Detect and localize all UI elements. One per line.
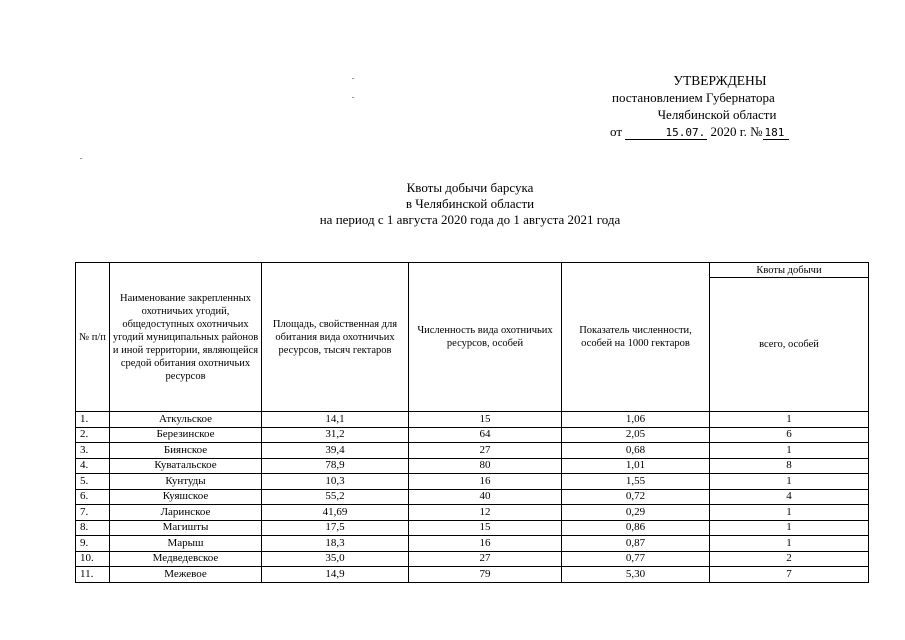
row-quota: 8 [710, 458, 869, 474]
table-row [76, 474, 869, 490]
approval-number-value: 181 [763, 126, 789, 140]
row-area: 41,69 [262, 505, 409, 521]
row-density: 1,55 [562, 474, 710, 490]
row-quota: 1 [710, 443, 869, 459]
scan-speck [80, 158, 82, 159]
row-density: 1,06 [562, 412, 710, 428]
row-area: 14,1 [262, 412, 409, 428]
row-area: 10,3 [262, 474, 409, 490]
row-density: 0,72 [562, 489, 710, 505]
row-density: 0,86 [562, 520, 710, 536]
table-row [76, 520, 869, 536]
row-number: 8. [76, 520, 110, 536]
header-quota-total: всего, особей [710, 278, 869, 412]
row-name: Березинское [110, 427, 262, 443]
table-row [76, 505, 869, 521]
row-area: 18,3 [262, 536, 409, 552]
row-density: 2,05 [562, 427, 710, 443]
row-count: 79 [409, 567, 562, 583]
row-area: 39,4 [262, 443, 409, 459]
header-quota-group: Квоты добычи [710, 263, 869, 278]
header-count: Численность вида охотничьих ресурсов, особей [409, 263, 562, 412]
row-quota: 7 [710, 567, 869, 583]
row-count: 15 [409, 520, 562, 536]
row-count: 16 [409, 536, 562, 552]
row-density: 0,29 [562, 505, 710, 521]
row-quota: 1 [710, 505, 869, 521]
quota-table [75, 262, 869, 583]
table-row [76, 489, 869, 505]
table-row [76, 567, 869, 583]
row-density: 0,68 [562, 443, 710, 459]
scan-speck [352, 78, 354, 79]
title-line-3: на период с 1 августа 2020 года до 1 августа 2021 года [319, 212, 621, 227]
row-number: 10. [76, 551, 110, 567]
approval-from-label: от [610, 124, 623, 139]
title-line-2: в Челябинской области [405, 196, 535, 211]
row-number: 5. [76, 474, 110, 490]
row-quota: 6 [710, 427, 869, 443]
row-name: Куяшское [110, 489, 262, 505]
approval-by-decree: постановлением Губернатора [612, 90, 775, 105]
row-number: 7. [76, 505, 110, 521]
table-row [76, 427, 869, 443]
table-row [76, 443, 869, 459]
row-name: Марыш [110, 536, 262, 552]
row-quota: 4 [710, 489, 869, 505]
row-number: 11. [76, 567, 110, 583]
approval-stamp [600, 72, 830, 140]
table-row [76, 412, 869, 428]
row-area: 35,0 [262, 551, 409, 567]
table-row [76, 551, 869, 567]
document-title [270, 180, 670, 228]
row-quota: 1 [710, 474, 869, 490]
row-quota: 2 [710, 551, 869, 567]
row-number: 6. [76, 489, 110, 505]
scan-speck [352, 97, 354, 98]
row-area: 31,2 [262, 427, 409, 443]
row-count: 27 [409, 443, 562, 459]
row-quota: 1 [710, 412, 869, 428]
approval-region: Челябинской области [657, 107, 777, 122]
header-area: Площадь, свойственная для обитания вида охотничьих ресурсов, тысяч гектаров [262, 263, 409, 412]
row-count: 64 [409, 427, 562, 443]
row-name: Ларинское [110, 505, 262, 521]
row-number: 3. [76, 443, 110, 459]
title-line-1: Квоты добычи барсука [406, 180, 534, 195]
row-count: 27 [409, 551, 562, 567]
row-area: 17,5 [262, 520, 409, 536]
approval-heading: УТВЕРЖДЕНЫ [673, 73, 767, 88]
approval-date-line [600, 123, 830, 140]
row-density: 1,01 [562, 458, 710, 474]
row-number: 4. [76, 458, 110, 474]
header-density: Показатель численности, особей на 1000 гектаров [562, 263, 710, 412]
row-quota: 1 [710, 520, 869, 536]
row-name: Межевое [110, 567, 262, 583]
row-name: Куватальское [110, 458, 262, 474]
row-number: 9. [76, 536, 110, 552]
row-name: Магишты [110, 520, 262, 536]
header-name: Наименование закрепленных охотничьих угодий, общедоступных охотничьих угодий муниципальных районов и иной территории, являющейся средой обитания охотничьих ресурсов [110, 263, 262, 412]
table-row [76, 458, 869, 474]
row-density: 0,77 [562, 551, 710, 567]
row-count: 40 [409, 489, 562, 505]
row-density: 5,30 [562, 567, 710, 583]
row-name: Аткульское [110, 412, 262, 428]
row-count: 15 [409, 412, 562, 428]
row-count: 16 [409, 474, 562, 490]
row-name: Кунтуды [110, 474, 262, 490]
row-quota: 1 [710, 536, 869, 552]
row-number: 2. [76, 427, 110, 443]
row-area: 78,9 [262, 458, 409, 474]
row-density: 0,87 [562, 536, 710, 552]
row-name: Медведевское [110, 551, 262, 567]
row-count: 80 [409, 458, 562, 474]
table-row [76, 536, 869, 552]
approval-date-value: 15.07. [625, 126, 707, 140]
row-name: Биянское [110, 443, 262, 459]
approval-year-text: 2020 г. № [710, 124, 763, 139]
row-number: 1. [76, 412, 110, 428]
row-area: 55,2 [262, 489, 409, 505]
row-area: 14,9 [262, 567, 409, 583]
row-count: 12 [409, 505, 562, 521]
header-num: № п/п [76, 263, 110, 412]
